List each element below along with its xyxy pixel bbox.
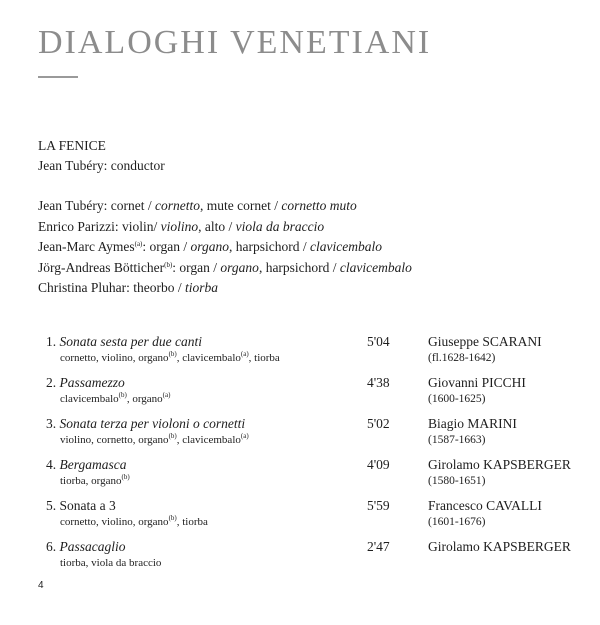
performer-footnote-mark: (a) [134, 240, 143, 248]
performer-instrument-text: theorbo / [133, 280, 186, 295]
instrument-footnote-mark: (b) [168, 514, 177, 522]
performer-instrument-text: tiorba [185, 280, 219, 295]
instrument-text: cornetto, violino, organo [60, 352, 169, 364]
performer-instrument-text: , mute cornet / [200, 198, 282, 213]
performer-instrument-text: cornetto muto [281, 198, 357, 213]
performer-instrument-text: violino [160, 218, 199, 234]
instrument-text: , tiorba [176, 516, 208, 528]
performer-separator: : [103, 198, 111, 213]
performer-name: Jörg-Andreas Bötticher [38, 259, 165, 275]
performer-separator: : [114, 218, 122, 234]
track-title: Passacaglio [59, 539, 126, 554]
performer-instrument-text: , harpsichord / [258, 259, 340, 275]
instrument-footnote-mark: (b) [118, 391, 127, 399]
instrument-footnote-mark: (a) [240, 432, 249, 440]
track-instruments [60, 352, 280, 364]
performer-instrument-text: cornet / [110, 198, 156, 213]
track-instruments [60, 516, 208, 528]
track-row [0, 416, 600, 457]
performer-footnote-mark: (b) [164, 260, 173, 269]
performer-list [38, 196, 412, 299]
composer-dates: (fl.1628-1642) [428, 352, 496, 364]
track-composer: Girolamo KAPSBERGER [428, 457, 571, 472]
track-number: 5. [46, 498, 60, 513]
track-duration: 5'59 [367, 498, 390, 513]
composer-dates: (1600-1625) [428, 393, 486, 405]
title-underline [38, 76, 78, 78]
performer-separator: : [126, 280, 134, 295]
performer-instrument-text: organ / [149, 239, 191, 254]
performer-instrument-text: viola da braccio [235, 218, 325, 234]
performer-separator: : [142, 239, 150, 254]
track-number: 3. [46, 416, 60, 431]
track-row [0, 334, 600, 375]
ensemble-block [38, 136, 165, 176]
page-title: DIALOGHI VENETIANI [38, 24, 432, 61]
performer-instrument-text: , alto / [198, 218, 236, 234]
track-title: Passamezzo [59, 375, 125, 390]
instrument-text: , clavicembalo [176, 434, 241, 446]
track-instruments [60, 557, 161, 569]
composer-dates: (1587-1663) [428, 434, 486, 446]
track-row [0, 498, 600, 539]
track-number: 2. [46, 375, 60, 390]
composer-dates: (1601-1676) [428, 516, 486, 528]
track-duration: 2'47 [367, 539, 390, 554]
track-title: Bergamasca [59, 457, 127, 472]
instrument-text: , organo [126, 393, 163, 405]
performer-instrument-text: cornetto [155, 198, 201, 213]
performer-line [38, 196, 412, 217]
performer-instrument-text: violin/ [121, 218, 161, 234]
instrument-footnote-mark: (a) [162, 391, 171, 399]
track-heading [46, 334, 202, 350]
track-number: 6. [46, 539, 60, 554]
track-title: Sonata terza per violoni o cornetti [59, 416, 246, 431]
track-row [0, 457, 600, 498]
instrument-footnote-mark: (b) [168, 432, 177, 440]
instrument-text: cornetto, violino, organo [60, 516, 169, 528]
ensemble-conductor: Jean Tubéry: conductor [38, 158, 165, 173]
track-heading [46, 498, 116, 514]
performer-instrument-text: organ / [179, 259, 221, 275]
performer-instrument-text: organo [190, 239, 230, 254]
track-duration: 4'38 [367, 375, 390, 390]
performer-instrument-text: clavicembalo [339, 259, 412, 275]
instrument-text: violino, cornetto, organo [60, 434, 169, 446]
performer-line [38, 237, 412, 258]
instrument-footnote-mark: (a) [240, 350, 249, 358]
instrument-text: , tiorba [248, 352, 280, 364]
track-heading [46, 416, 245, 432]
instrument-text: , clavicembalo [176, 352, 241, 364]
track-number: 4. [46, 457, 60, 472]
track-heading [46, 539, 126, 555]
track-heading [46, 375, 125, 391]
instrument-footnote-mark: (b) [121, 473, 130, 481]
ensemble-name: LA FENICE [38, 138, 106, 153]
track-duration: 4'09 [367, 457, 390, 472]
track-instruments [60, 475, 130, 487]
performer-name: Christina Pluhar [38, 280, 127, 295]
track-composer: Giuseppe SCARANI [428, 334, 542, 349]
track-instruments [60, 434, 249, 446]
performer-line [38, 217, 412, 238]
track-number: 1. [46, 334, 60, 349]
page-number: 4 [38, 580, 44, 591]
track-duration: 5'02 [367, 416, 390, 431]
performer-instrument-text: , harpsichord / [229, 239, 311, 254]
performer-instrument-text: clavicembalo [310, 239, 383, 254]
track-composer: Girolamo KAPSBERGER [428, 539, 571, 554]
track-heading [46, 457, 127, 473]
instrument-text: tiorba, viola da braccio [60, 557, 162, 569]
instrument-text: clavicembalo [60, 393, 119, 405]
track-composer: Francesco CAVALLI [428, 498, 542, 513]
track-row [0, 375, 600, 416]
performer-instrument-text: organo [220, 259, 259, 275]
instrument-footnote-mark: (b) [168, 350, 177, 358]
performer-line [38, 278, 412, 299]
track-composer: Biagio MARINI [428, 416, 517, 431]
track-composer: Giovanni PICCHI [428, 375, 526, 390]
performer-name: Jean-Marc Aymes [38, 239, 135, 254]
performer-name: Enrico Parizzi [38, 218, 115, 234]
performer-name: Jean Tubéry [38, 198, 104, 213]
track-list [0, 334, 600, 580]
instrument-text: tiorba, organo [60, 475, 122, 487]
performer-separator: : [172, 259, 180, 275]
composer-dates: (1580-1651) [428, 475, 486, 487]
track-instruments [60, 393, 170, 405]
track-row [0, 539, 600, 580]
track-duration: 5'04 [367, 334, 390, 349]
track-title: Sonata a 3 [59, 498, 116, 513]
track-title: Sonata sesta per due canti [59, 334, 202, 349]
performer-line [38, 258, 412, 279]
